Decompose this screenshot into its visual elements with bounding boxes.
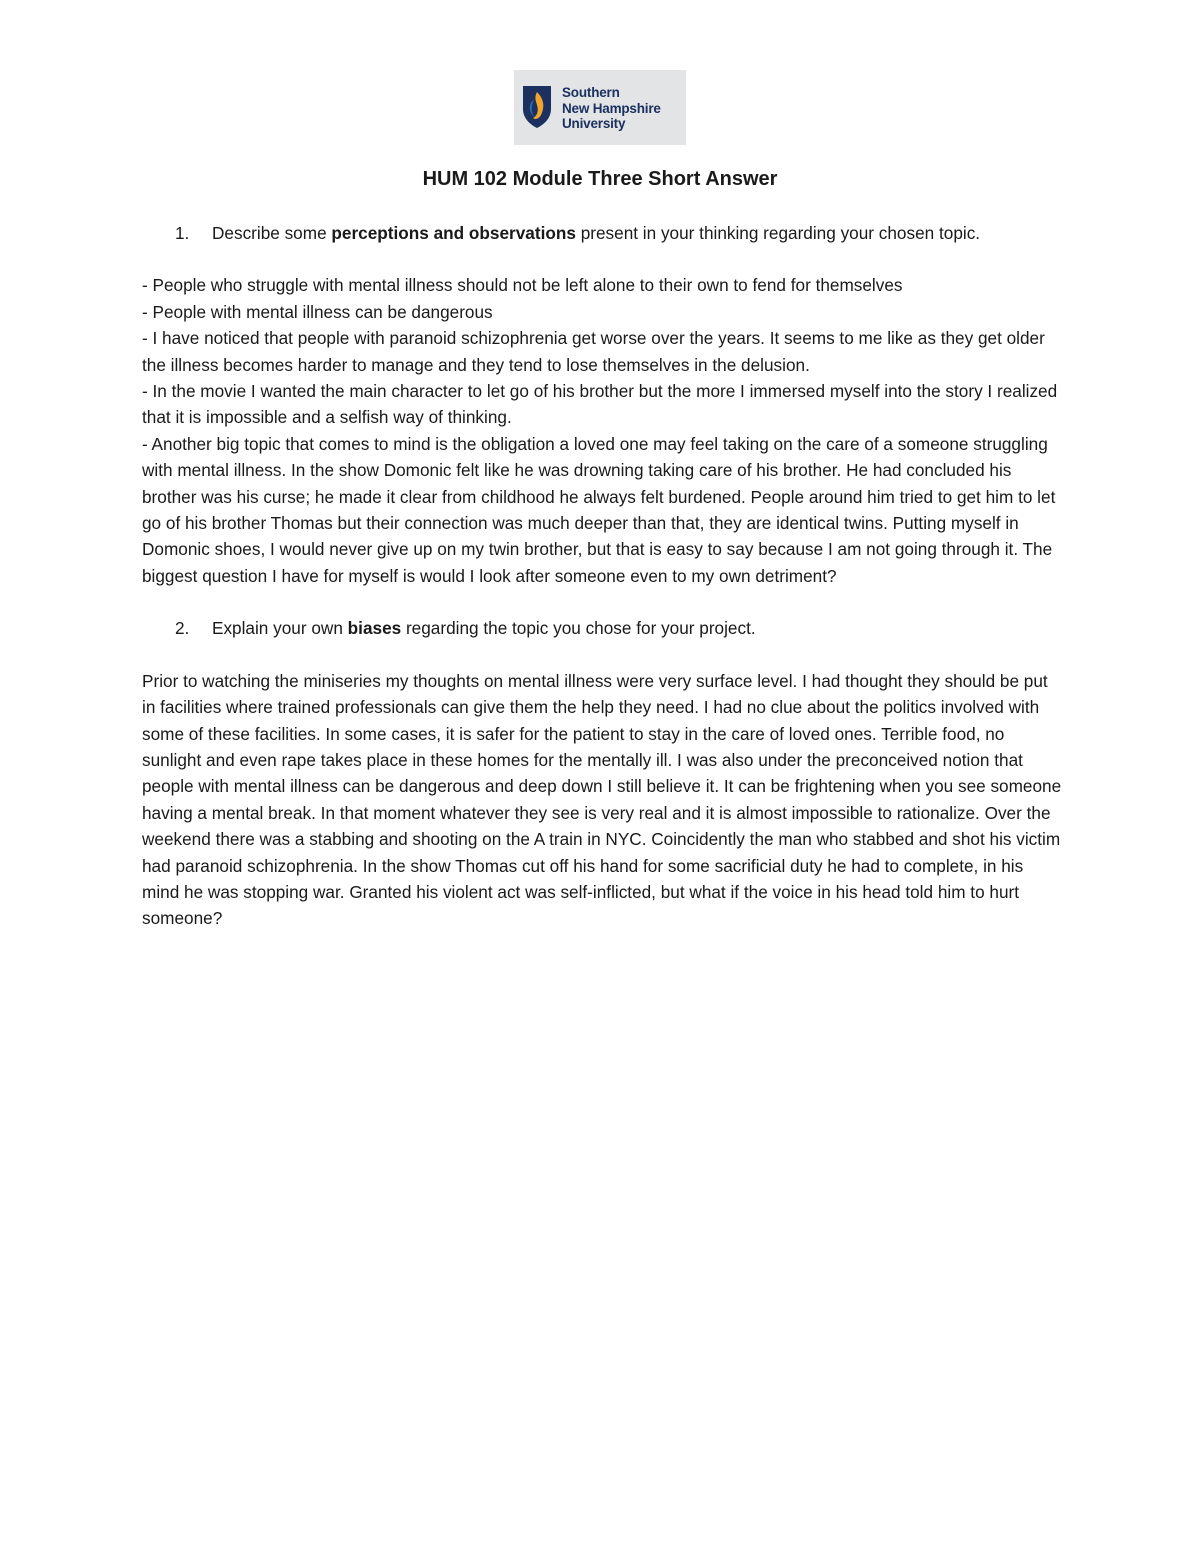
list-item: - People with mental illness can be dangerous bbox=[142, 301, 493, 322]
document-title: HUM 102 Module Three Short Answer bbox=[422, 168, 778, 190]
flame-shield-icon bbox=[522, 85, 552, 129]
list-item: - Another big topic that comes to mind is the obligation a loved one may feel taking on the care of a someone struggling with mental illness. In the show Domonic felt like he was drowning taking care of his brother. He had concluded his brother was his curse; he made it clear from childhood he always felt burdened. People around him tried to get him to let go of his brother Thomas but their connection was much deeper than that, they are identical twins. Putting myself in Domonic shoes, I would never give up on my twin brother, but that is easy to say because I am not going through it. The biggest question I have for myself is would I look after someone even to my own detriment? bbox=[142, 433, 1056, 586]
list-item: - I have noticed that people with paranoid schizophrenia get worse over the years. It seems to me like as they get older the illness becomes harder to manage and they tend to lose themselves in the delusion. bbox=[142, 328, 1045, 375]
observation-list bbox=[142, 272, 1062, 589]
document-body bbox=[142, 220, 1062, 932]
question-text-bold: biases bbox=[347, 618, 402, 639]
answer-paragraph: Prior to watching the miniseries my thoughts on mental illness were very surface level. I had thought they should be put in facilities where trained professionals can give them the help they need. I had no clue about the politics involved with some of these facilities. In some cases, it is safer for the patient to stay in the care of loved ones. Terrible food, no sunlight and even rape takes place in these homes for the mentally ill. I was also under the preconceived notion that people with mental illness can be dangerous and deep down I still believe it. It can be frightening when you see someone having a mental break. In that moment whatever they see is very real and it is almost impossible to rationalize. Over the weekend there was a stabbing and shooting on the A train in NYC. Coincidently the man who stabbed and shot his victim had paranoid schizophrenia. In the show Thomas cut off his hand for some sacrificial duty he had to complete, in his mind he was stopping war. Granted his violent act was self-inflicted, but what if the voice in his head told him to hurt someone? bbox=[142, 670, 1062, 929]
list-item: - In the movie I wanted the main character to let go of his brother but the more I immersed myself into the story I realized that it is impossible and a selfish way of thinking. bbox=[142, 381, 1058, 428]
question-text-pre: Describe some bbox=[212, 223, 332, 243]
question-text-pre: Explain your own bbox=[212, 618, 348, 639]
question-number: 2. bbox=[175, 618, 190, 639]
question-2 bbox=[142, 615, 1062, 641]
logo-line-2: New Hampshire bbox=[562, 100, 661, 116]
logo-line-1: Southern bbox=[562, 85, 620, 100]
question-1 bbox=[142, 220, 1062, 246]
question-number: 1. bbox=[175, 223, 190, 243]
list-item: - People who struggle with mental illness should not be left alone to their own to fend for themselves bbox=[142, 275, 903, 296]
logo-line-3: University bbox=[562, 116, 626, 131]
question-text-bold: perceptions and observations bbox=[331, 223, 576, 243]
question-text-post: regarding the topic you chose for your project. bbox=[401, 618, 756, 639]
logo-wordmark bbox=[562, 85, 684, 132]
question-text-post: present in your thinking regarding your chosen topic. bbox=[575, 223, 981, 243]
university-logo bbox=[514, 70, 686, 145]
